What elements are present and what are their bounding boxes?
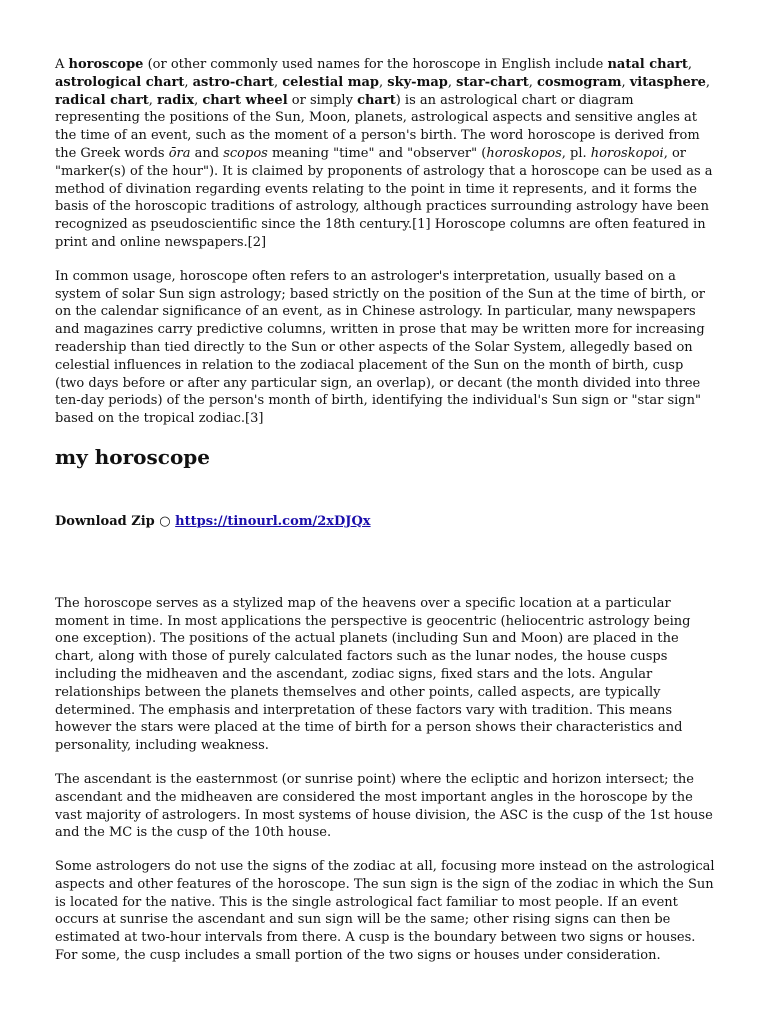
- download-label: Download Zip ○: [55, 513, 176, 529]
- document-page: [55, 56, 715, 965]
- term-horoskopoi: horoskopoi: [590, 145, 664, 161]
- term-sky-map: sky-map: [387, 74, 448, 90]
- download-link[interactable]: https://tinourl.com/2xDJQx: [175, 513, 371, 529]
- term-natal-chart: natal chart: [607, 57, 688, 72]
- term-horoskopos: horoskopos: [486, 145, 562, 161]
- term-celestial-map: celestial map: [282, 74, 380, 90]
- zodiac-signs-paragraph: Some astrologers do not use the signs of the zodiac at all, focusing more instead on the astrological aspects and other features of the horoscope. The sun sign is the sign of the zodiac in which the Sun is located for the native. This is the single astrological fact familiar to most people. If an event occurs at sunrise the ascendant and sun sign will be the same; other rising signs can then be estimated at two-hour intervals from there. A cusp is the boundary between two signs or houses. For some, the cusp includes a small portion of the two signs or houses under consideration.: [55, 859, 715, 964]
- page-heading: my horoscope: [55, 444, 210, 469]
- term-scopos: scopos: [223, 145, 268, 161]
- map-paragraph: The horoscope serves as a stylized map of the heavens over a specific location at a particular moment in time. In most applications the perspective is geocentric (heliocentric astrology being one exception). The positions of the actual planets (including Sun and Moon) are placed in the chart, along with those of purely calculated factors such as the lunar nodes, the house cusps including the midheaven and the ascendant, zodiac signs, fixed stars and the lots. Angular relationships between the planets themselves and other points, called aspects, are typically determined. The emphasis and interpretation of these factors vary with tradition. This means however the stars were placed at the time of birth for a person shows their characteristics and personality, including weakness.: [55, 595, 691, 754]
- term-radical-chart: radical chart: [55, 92, 149, 108]
- common-usage-paragraph: In common usage, horoscope often refers to an astrologer's interpretation, usually based on a system of solar Sun sign astrology; based strictly on the position of the Sun at the time of birth, or on the calendar significance of an event, as in Chinese astrology. In particular, many newspapers and magazines carry predictive columns, written in prose that may be written more for increasing readership than tied directly to the Sun or other aspects of the Solar System, allegedly based on celestial influences in relation to the zodiacal placement of the Sun on the month of birth, cusp (two days before or after any particular sign, an overlap), or decant (the month divided into three ten-day periods) of the person's month of birth, identifying the individual's Sun sign or "star sign" based on the tropical zodiac.[3]: [55, 268, 706, 427]
- term-chart-wheel: chart wheel: [202, 92, 288, 108]
- term-star-chart: star-chart: [456, 74, 529, 90]
- ascendant-paragraph: The ascendant is the easternmost (or sunrise point) where the ecliptic and horizon intersect; the ascendant and the midheaven are considered the most important angles in the horoscope by the vast majority of astrologers. In most systems of house division, the ASC is the cusp of the 1st house and the MC is the cusp of the 10th house.: [55, 771, 713, 841]
- intro-paragraph: A horoscope (or other commonly used names for the horoscope in English include natal chart, astrological chart, astro-chart, celestial map, sky-map, star-chart, cosmogram, vitasphere, radical chart, radix, chart wheel or simply chart) is an astrological chart or diagram representing the positions of the Sun, Moon, planets, astrological aspects and sensitive angles at the time of an event, such as the moment of a person's birth. The word horoscope is derived from the Greek words ōra and scopos meaning "time" and "observer" (horoskopos, pl. horoskopoi, or "marker(s) of the hour"). It is claimed by proponents of astrology that a horoscope can be used as a method of divination regarding events relating to the point in time it represents, and it forms the basis of the horoscopic traditions of astrology, although practices surrounding astrology have been recognized as pseudoscientific since the 18th century.[1] Horoscope columns are often featured in print and online newspapers.[2]: [55, 57, 713, 250]
- term-cosmogram: cosmogram: [537, 74, 622, 90]
- term-vitasphere: vitasphere: [629, 74, 706, 90]
- download-line: [55, 513, 715, 531]
- term-horoscope: horoscope: [68, 57, 144, 72]
- term-astrological-chart: astrological chart: [55, 74, 185, 90]
- term-radix: radix: [157, 92, 195, 108]
- term-ora: ōra: [168, 145, 191, 161]
- term-astro-chart: astro-chart: [192, 74, 274, 90]
- term-chart: chart: [357, 92, 396, 108]
